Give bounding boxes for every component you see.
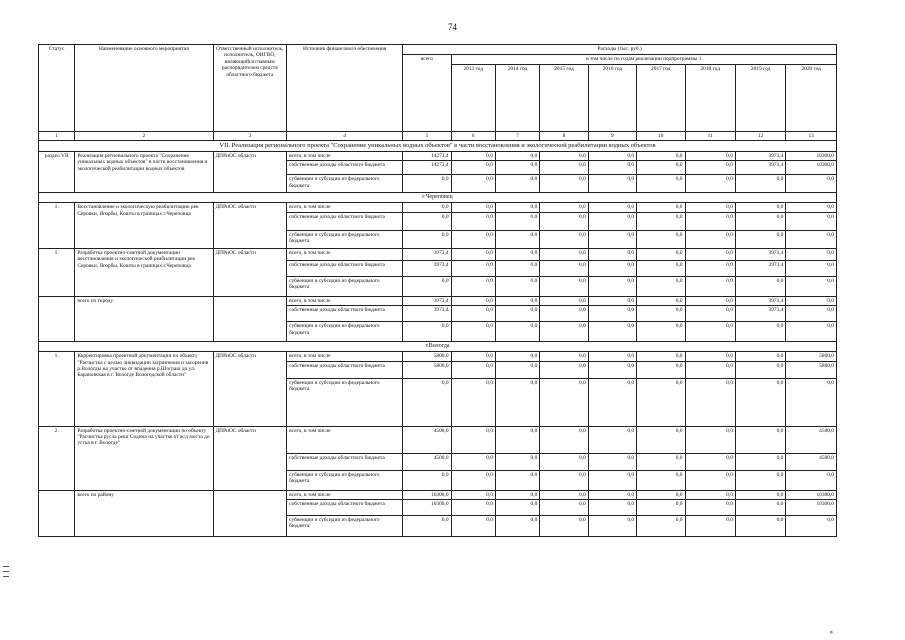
value-cell: 0,0 [495, 161, 539, 175]
value-cell: 0,0 [451, 306, 495, 322]
col-number: 11 [685, 132, 735, 141]
value-cell: 10300,0 [786, 490, 837, 499]
value-cell: 0,0 [540, 306, 588, 322]
city-heading: г.Вологда [39, 342, 837, 352]
header-year: 2013 год [451, 65, 495, 132]
funding-source-cell: всего, в том числе [287, 352, 403, 361]
value-cell: 0,0 [495, 453, 539, 470]
value-cell: 3973,4 [735, 306, 785, 322]
header-year: 2019 год [735, 65, 785, 132]
value-cell: 0,0 [637, 352, 685, 361]
value-cell: 0,0 [637, 296, 685, 305]
header-year: 2020 год [786, 65, 837, 132]
value-cell: 4500,0 [403, 426, 451, 453]
value-cell: 0,0 [637, 276, 685, 296]
value-cell: 0,0 [451, 516, 495, 537]
header-total: всего [403, 55, 451, 132]
value-cell: 0,0 [451, 296, 495, 305]
funding-source-cell: субвенции и субсидии из федерального бюджета [287, 378, 403, 426]
value-cell: 0,0 [495, 322, 539, 342]
value-cell: 0,0 [588, 490, 636, 499]
funding-source-cell: всего, в том числе [287, 296, 403, 305]
value-cell: 0,0 [588, 296, 636, 305]
value-cell: 0,0 [540, 203, 588, 212]
value-cell: 0,0 [540, 490, 588, 499]
value-cell: 0,0 [588, 516, 636, 537]
status-cell [39, 296, 75, 341]
value-cell: 0,0 [786, 322, 837, 342]
value-cell: 0,0 [495, 306, 539, 322]
value-cell: 0,0 [540, 500, 588, 516]
value-cell: 0,0 [735, 516, 785, 537]
funding-source-cell: собственные доходы областного бюджета [287, 306, 403, 322]
col-number: 10 [637, 132, 685, 141]
value-cell: 3973,4 [403, 296, 451, 305]
value-cell: 0,0 [403, 212, 451, 230]
funding-source-cell: субвенции и субсидии из федерального бюджета [287, 470, 403, 490]
value-cell: 0,0 [588, 161, 636, 175]
value-cell: 14273,4 [403, 161, 451, 175]
header-year: 2017 год [637, 65, 685, 132]
funding-source-cell: субвенции и субсидии из федерального бюджета [287, 276, 403, 296]
value-cell: 0,0 [637, 322, 685, 342]
value-cell: 3973,4 [403, 248, 451, 260]
value-cell: 0,0 [495, 361, 539, 378]
value-cell: 0,0 [786, 260, 837, 276]
value-cell: 0,0 [685, 152, 735, 161]
page-number: 74 [448, 22, 457, 32]
value-cell: 0,0 [495, 500, 539, 516]
value-cell: 0,0 [735, 453, 785, 470]
value-cell: 0,0 [637, 516, 685, 537]
funding-source-cell: собственные доходы областного бюджета [287, 453, 403, 470]
value-cell: 0,0 [540, 322, 588, 342]
status-cell: 1. [39, 203, 75, 248]
value-cell: 0,0 [685, 230, 735, 248]
header-status: Статус [39, 45, 75, 132]
col-number: 6 [451, 132, 495, 141]
value-cell: 0,0 [403, 322, 451, 342]
value-cell: 0,0 [685, 453, 735, 470]
value-cell: 0,0 [495, 426, 539, 453]
header-year: 2016 год [588, 65, 636, 132]
status-cell: 1. [39, 248, 75, 296]
header-expenses: Расходы (тыс. руб.) [403, 45, 837, 55]
value-cell: 0,0 [540, 352, 588, 361]
value-cell: 4500,0 [786, 426, 837, 453]
section-title: VII. Реализация регионального проекта "Сохранение уникальных водных объектов" в части восстановления и экологической реабилитации водных объектов [39, 141, 837, 152]
value-cell: 0,0 [588, 352, 636, 361]
value-cell: 0,0 [451, 470, 495, 490]
funding-source-cell: всего, в том числе [287, 152, 403, 161]
value-cell: 0,0 [588, 470, 636, 490]
value-cell: 0,0 [637, 152, 685, 161]
value-cell: 0,0 [495, 248, 539, 260]
value-cell: 0,0 [451, 203, 495, 212]
event-name-cell: всего по району [75, 490, 213, 536]
value-cell: 0,0 [685, 378, 735, 426]
table-row [39, 352, 837, 361]
value-cell: 0,0 [685, 203, 735, 212]
value-cell: 0,0 [540, 361, 588, 378]
value-cell: 0,0 [588, 230, 636, 248]
value-cell: 0,0 [451, 426, 495, 453]
value-cell: 0,0 [588, 306, 636, 322]
value-cell: 0,0 [451, 352, 495, 361]
value-cell: 0,0 [495, 378, 539, 426]
value-cell: 0,0 [495, 470, 539, 490]
value-cell: 0,0 [637, 361, 685, 378]
value-cell: 0,0 [786, 203, 837, 212]
value-cell: 0,0 [540, 212, 588, 230]
value-cell: 5800,0 [786, 361, 837, 378]
value-cell: 0,0 [637, 260, 685, 276]
value-cell: 0,0 [540, 453, 588, 470]
value-cell: 0,0 [451, 248, 495, 260]
value-cell: 0,0 [403, 276, 451, 296]
value-cell: 0,0 [495, 175, 539, 193]
budget-table [38, 44, 837, 537]
col-number: 2 [75, 132, 213, 141]
value-cell: 0,0 [786, 306, 837, 322]
event-name-cell: Восстановление и экологическую реабилитацию рек Серовки, Ягорбы, Кошты в границах г.Череповца [75, 203, 213, 248]
corner-mark: » [829, 628, 833, 636]
value-cell: 0,0 [735, 426, 785, 453]
value-cell: 0,0 [451, 453, 495, 470]
value-cell: 0,0 [786, 175, 837, 193]
value-cell: 0,0 [495, 296, 539, 305]
value-cell: 0,0 [637, 426, 685, 453]
status-cell [39, 490, 75, 536]
table-row [39, 296, 837, 305]
value-cell: 0,0 [588, 212, 636, 230]
value-cell: 0,0 [786, 296, 837, 305]
value-cell: 0,0 [685, 175, 735, 193]
value-cell: 0,0 [588, 453, 636, 470]
funding-source-cell: всего, в том числе [287, 426, 403, 453]
table-row [39, 203, 837, 212]
value-cell: 0,0 [685, 260, 735, 276]
value-cell: 0,0 [540, 152, 588, 161]
table-row [39, 248, 837, 260]
funding-source-cell: собственные доходы областного бюджета [287, 260, 403, 276]
value-cell: 0,0 [451, 230, 495, 248]
value-cell: 0,0 [540, 260, 588, 276]
value-cell: 0,0 [637, 248, 685, 260]
value-cell: 0,0 [495, 203, 539, 212]
value-cell: 0,0 [451, 161, 495, 175]
event-name-cell: Реализация регионального проекта "Сохранение уникальных водных объектов" в части восстановления и экологической реабилитации водных объектов [75, 152, 213, 193]
funding-source-cell: собственные доходы областного бюджета [287, 212, 403, 230]
value-cell: 0,0 [735, 352, 785, 361]
value-cell: 0,0 [495, 260, 539, 276]
value-cell: 0,0 [588, 260, 636, 276]
funding-source-cell: субвенции и субсидии из федерального бюджета [287, 516, 403, 537]
value-cell: 0,0 [637, 470, 685, 490]
col-number: 4 [287, 132, 403, 141]
value-cell: 0,0 [637, 203, 685, 212]
value-cell: 0,0 [685, 470, 735, 490]
value-cell: 0,0 [540, 248, 588, 260]
value-cell: 0,0 [540, 426, 588, 453]
executor-cell: ДПРиОС области [213, 203, 287, 248]
value-cell: 0,0 [735, 378, 785, 426]
value-cell: 0,0 [588, 322, 636, 342]
event-name-cell: всего по городу [75, 296, 213, 341]
value-cell: 0,0 [451, 260, 495, 276]
value-cell: 0,0 [495, 276, 539, 296]
value-cell: 0,0 [685, 352, 735, 361]
value-cell: 0,0 [637, 306, 685, 322]
value-cell: 0,0 [540, 175, 588, 193]
value-cell: 0,0 [685, 426, 735, 453]
event-name-cell: Разработка проектно-сметной документации восстановления и экологической реабилитации рек Серовки, Ягорбы, Кошты в границах г.Череповца [75, 248, 213, 296]
header-year: 2018 год [685, 65, 735, 132]
value-cell: 0,0 [451, 175, 495, 193]
value-cell: 0,0 [451, 490, 495, 499]
value-cell: 0,0 [451, 378, 495, 426]
executor-cell: ДПРиОС области [213, 352, 287, 426]
value-cell: 5800,0 [403, 361, 451, 378]
value-cell: 3973,4 [403, 306, 451, 322]
value-cell: 0,0 [588, 500, 636, 516]
funding-source-cell: всего, в том числе [287, 203, 403, 212]
value-cell: 0,0 [495, 230, 539, 248]
value-cell: 0,0 [685, 248, 735, 260]
value-cell: 0,0 [637, 161, 685, 175]
value-cell: 0,0 [735, 322, 785, 342]
event-name-cell: Разработка проектно-сметной документации по объекту "Расчистка русла реки Содема на участке от ж/д моста до устья в г. Вологде" [75, 426, 213, 490]
value-cell: 0,0 [786, 516, 837, 537]
value-cell: 0,0 [685, 361, 735, 378]
value-cell: 0,0 [735, 276, 785, 296]
value-cell: 0,0 [403, 175, 451, 193]
value-cell: 4500,0 [786, 453, 837, 470]
status-cell: раздел VII [39, 152, 75, 193]
value-cell: 0,0 [588, 378, 636, 426]
value-cell: 0,0 [685, 322, 735, 342]
value-cell: 0,0 [685, 296, 735, 305]
col-number: 13 [786, 132, 837, 141]
header-executor: Ответственный исполнитель, исполнитель, ОИГВО, являющийся главным распорядителем средств областного бюджета [213, 45, 287, 132]
funding-source-cell: собственные доходы областного бюджета [287, 361, 403, 378]
funding-source-cell: собственные доходы областного бюджета [287, 500, 403, 516]
value-cell: 0,0 [540, 161, 588, 175]
header-funding-source: Источник финансового обеспечения [287, 45, 403, 132]
value-cell: 0,0 [735, 203, 785, 212]
value-cell: 0,0 [588, 248, 636, 260]
value-cell: 0,0 [735, 490, 785, 499]
value-cell: 0,0 [685, 276, 735, 296]
value-cell: 0,0 [588, 152, 636, 161]
value-cell: 0,0 [495, 352, 539, 361]
value-cell: 0,0 [540, 296, 588, 305]
value-cell: 0,0 [588, 203, 636, 212]
value-cell: 0,0 [735, 230, 785, 248]
value-cell: 0,0 [451, 276, 495, 296]
value-cell: 0,0 [588, 276, 636, 296]
value-cell: 3973,4 [735, 296, 785, 305]
executor-cell [213, 296, 287, 341]
value-cell: 4500,0 [403, 453, 451, 470]
executor-cell: ДПРиОС области [213, 152, 287, 193]
col-number: 9 [588, 132, 636, 141]
value-cell: 0,0 [786, 276, 837, 296]
executor-cell: ДПРиОС области [213, 426, 287, 490]
value-cell: 10300,0 [786, 152, 837, 161]
value-cell: 0,0 [735, 470, 785, 490]
value-cell: 0,0 [588, 361, 636, 378]
value-cell: 0,0 [735, 175, 785, 193]
value-cell: 0,0 [588, 426, 636, 453]
value-cell: 0,0 [637, 175, 685, 193]
value-cell: 5800,0 [786, 352, 837, 361]
value-cell: 0,0 [540, 276, 588, 296]
funding-source-cell: субвенции и субсидии из федерального бюджета [287, 322, 403, 342]
value-cell: 0,0 [637, 490, 685, 499]
value-cell: 10300,0 [786, 161, 837, 175]
value-cell: 0,0 [451, 361, 495, 378]
value-cell: 3973,4 [735, 248, 785, 260]
value-cell: 0,0 [495, 212, 539, 230]
value-cell: 0,0 [786, 470, 837, 490]
scan-marks [3, 566, 9, 581]
value-cell: 0,0 [403, 230, 451, 248]
header-year: 2015 год [540, 65, 588, 132]
header-event-name: Наименование основного мероприятия [75, 45, 213, 132]
value-cell: 0,0 [685, 161, 735, 175]
executor-cell [213, 490, 287, 536]
value-cell: 0,0 [735, 212, 785, 230]
city-heading: г.Череповец [39, 193, 837, 203]
value-cell: 0,0 [786, 248, 837, 260]
value-cell: 3973,4 [735, 260, 785, 276]
value-cell: 14273,4 [403, 152, 451, 161]
table-row [39, 490, 837, 499]
value-cell: 0,0 [685, 516, 735, 537]
header-year: 2014 год [495, 65, 539, 132]
executor-cell: ДПРиОС области [213, 248, 287, 296]
status-cell: 2. [39, 426, 75, 490]
funding-source-cell: субвенции и субсидии из федерального бюджета [287, 230, 403, 248]
col-number: 12 [735, 132, 785, 141]
funding-source-cell: собственные доходы областного бюджета [287, 161, 403, 175]
col-number: 8 [540, 132, 588, 141]
value-cell: 10300,0 [403, 500, 451, 516]
value-cell: 3973,4 [735, 152, 785, 161]
funding-source-cell: всего, в том числе [287, 490, 403, 499]
col-number: 3 [213, 132, 287, 141]
value-cell: 0,0 [685, 306, 735, 322]
value-cell: 0,0 [588, 175, 636, 193]
value-cell: 0,0 [495, 490, 539, 499]
value-cell: 0,0 [495, 152, 539, 161]
value-cell: 0,0 [786, 212, 837, 230]
value-cell: 0,0 [735, 500, 785, 516]
value-cell: 0,0 [451, 212, 495, 230]
value-cell: 0,0 [451, 322, 495, 342]
value-cell: 3973,4 [735, 161, 785, 175]
value-cell: 0,0 [637, 378, 685, 426]
value-cell: 0,0 [403, 516, 451, 537]
table-row [39, 152, 837, 161]
value-cell: 0,0 [495, 516, 539, 537]
status-cell: 1. [39, 352, 75, 426]
value-cell: 0,0 [451, 152, 495, 161]
value-cell: 0,0 [786, 378, 837, 426]
value-cell: 0,0 [540, 470, 588, 490]
value-cell: 0,0 [637, 212, 685, 230]
value-cell: 0,0 [403, 470, 451, 490]
value-cell: 0,0 [403, 203, 451, 212]
value-cell: 0,0 [540, 516, 588, 537]
header-by-years: в том числе по годам реализации подпрограммы 1 [451, 55, 836, 65]
value-cell: 0,0 [735, 361, 785, 378]
value-cell: 0,0 [685, 500, 735, 516]
col-number: 7 [495, 132, 539, 141]
col-number: 5 [403, 132, 451, 141]
value-cell: 5800,0 [403, 352, 451, 361]
col-number: 1 [39, 132, 75, 141]
event-name-cell: Корректировка проектной документации по объекту "Расчистка с целью ликвидации загрязнения и засорения р.Вологды на участке от впадения р.Шограш до ул. Барановская в г. Вологде Вологодской области" [75, 352, 213, 426]
table-row [39, 426, 837, 453]
value-cell: 0,0 [540, 230, 588, 248]
value-cell: 10300,0 [786, 500, 837, 516]
value-cell: 0,0 [637, 230, 685, 248]
value-cell: 0,0 [403, 378, 451, 426]
funding-source-cell: всего, в том числе [287, 248, 403, 260]
value-cell: 0,0 [786, 230, 837, 248]
value-cell: 0,0 [685, 490, 735, 499]
value-cell: 10300,0 [403, 490, 451, 499]
value-cell: 3973,4 [403, 260, 451, 276]
funding-source-cell: субвенции и субсидии из федерального бюджета [287, 175, 403, 193]
value-cell: 0,0 [540, 378, 588, 426]
value-cell: 0,0 [637, 500, 685, 516]
value-cell: 0,0 [637, 453, 685, 470]
value-cell: 0,0 [685, 212, 735, 230]
value-cell: 0,0 [451, 500, 495, 516]
